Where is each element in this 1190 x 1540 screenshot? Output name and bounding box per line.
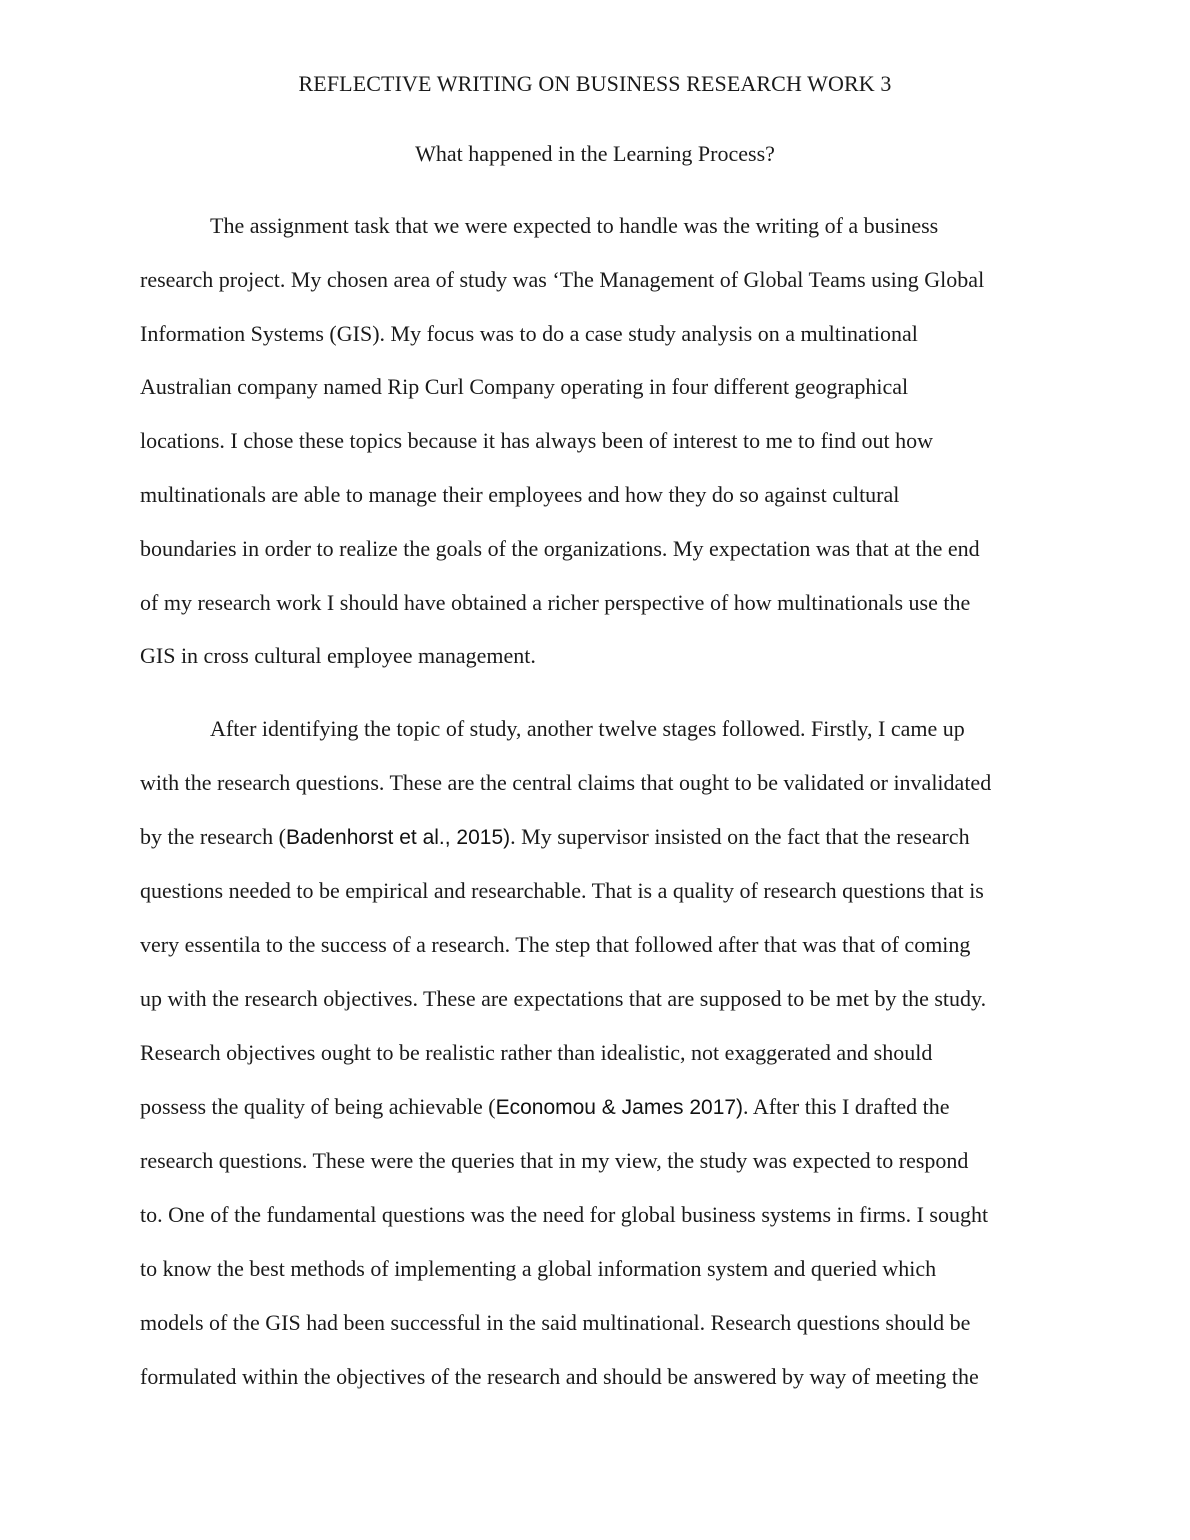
citation: Economou & James 2017) [495, 1095, 744, 1119]
paragraph-line: very essentila to the success of a research. The step that followed after that was that of coming [140, 932, 971, 958]
paragraph-line: models of the GIS had been successful in the said multinational. Research questions should be [140, 1309, 971, 1335]
paragraph-line: of my research work I should have obtained a richer perspective of how multinationals use the [140, 589, 971, 615]
paragraph-line [140, 1080, 1050, 1135]
paragraph-line: GIS in cross cultural employee management. [140, 643, 536, 669]
line-text: . After this I drafted the [743, 1093, 950, 1119]
paragraph-line: The assignment task that we were expected to handle was the writing of a business [210, 213, 939, 238]
section-heading: What happened in the Learning Process? [415, 141, 775, 166]
paragraph-line: boundaries in order to realize the goals of the organizations. My expectation was that at the end [140, 535, 980, 561]
paragraph-2 [140, 702, 1050, 1403]
paragraph-line: formulated within the objectives of the research and should be answered by way of meeting the [140, 1363, 979, 1389]
paragraph-line: Research objectives ought to be realistic rather than idealistic, not exaggerated and should [140, 1039, 933, 1065]
paragraph-line: up with the research objectives. These are expectations that are supposed to be met by the study. [140, 985, 987, 1011]
line-text: by the research ( [140, 823, 286, 849]
paragraph-line: research project. My chosen area of study was ‘The Management of Global Teams using Global [140, 266, 985, 292]
paragraph-line: After identifying the topic of study, another twelve stages followed. Firstly, I came up [210, 716, 965, 741]
paragraph-line: locations. I chose these topics because it has always been of interest to me to find out how [140, 428, 934, 454]
paragraph-line [140, 810, 1050, 865]
paragraph-line: multinationals are able to manage their employees and how they do so against cultural [140, 481, 900, 507]
paragraph-line: to. One of the fundamental questions was the need for global business systems in firms. I sought [140, 1202, 989, 1228]
paragraph-line: Australian company named Rip Curl Company operating in four different geographical [140, 374, 909, 400]
paragraph-line: to know the best methods of implementing a global information system and queried which [140, 1255, 937, 1281]
paragraph-line: with the research questions. These are the central claims that ought to be validated or invalidated [140, 769, 992, 795]
line-text: possess the quality of being achievable ( [140, 1093, 496, 1119]
running-header: REFLECTIVE WRITING ON BUSINESS RESEARCH WORK 3 [298, 71, 892, 96]
line-text: . My supervisor insisted on the fact that the research [510, 823, 970, 849]
paragraph-line: Information Systems (GIS). My focus was to do a case study analysis on a multinational [140, 320, 918, 346]
citation: Badenhorst et al., 2015) [285, 825, 511, 849]
paragraph-line: research questions. These were the queries that in my view, the study was expected to respond [140, 1148, 969, 1174]
paragraph-1 [140, 199, 1050, 683]
paragraph-line: questions needed to be empirical and researchable. That is a quality of research questions that is [140, 878, 984, 904]
